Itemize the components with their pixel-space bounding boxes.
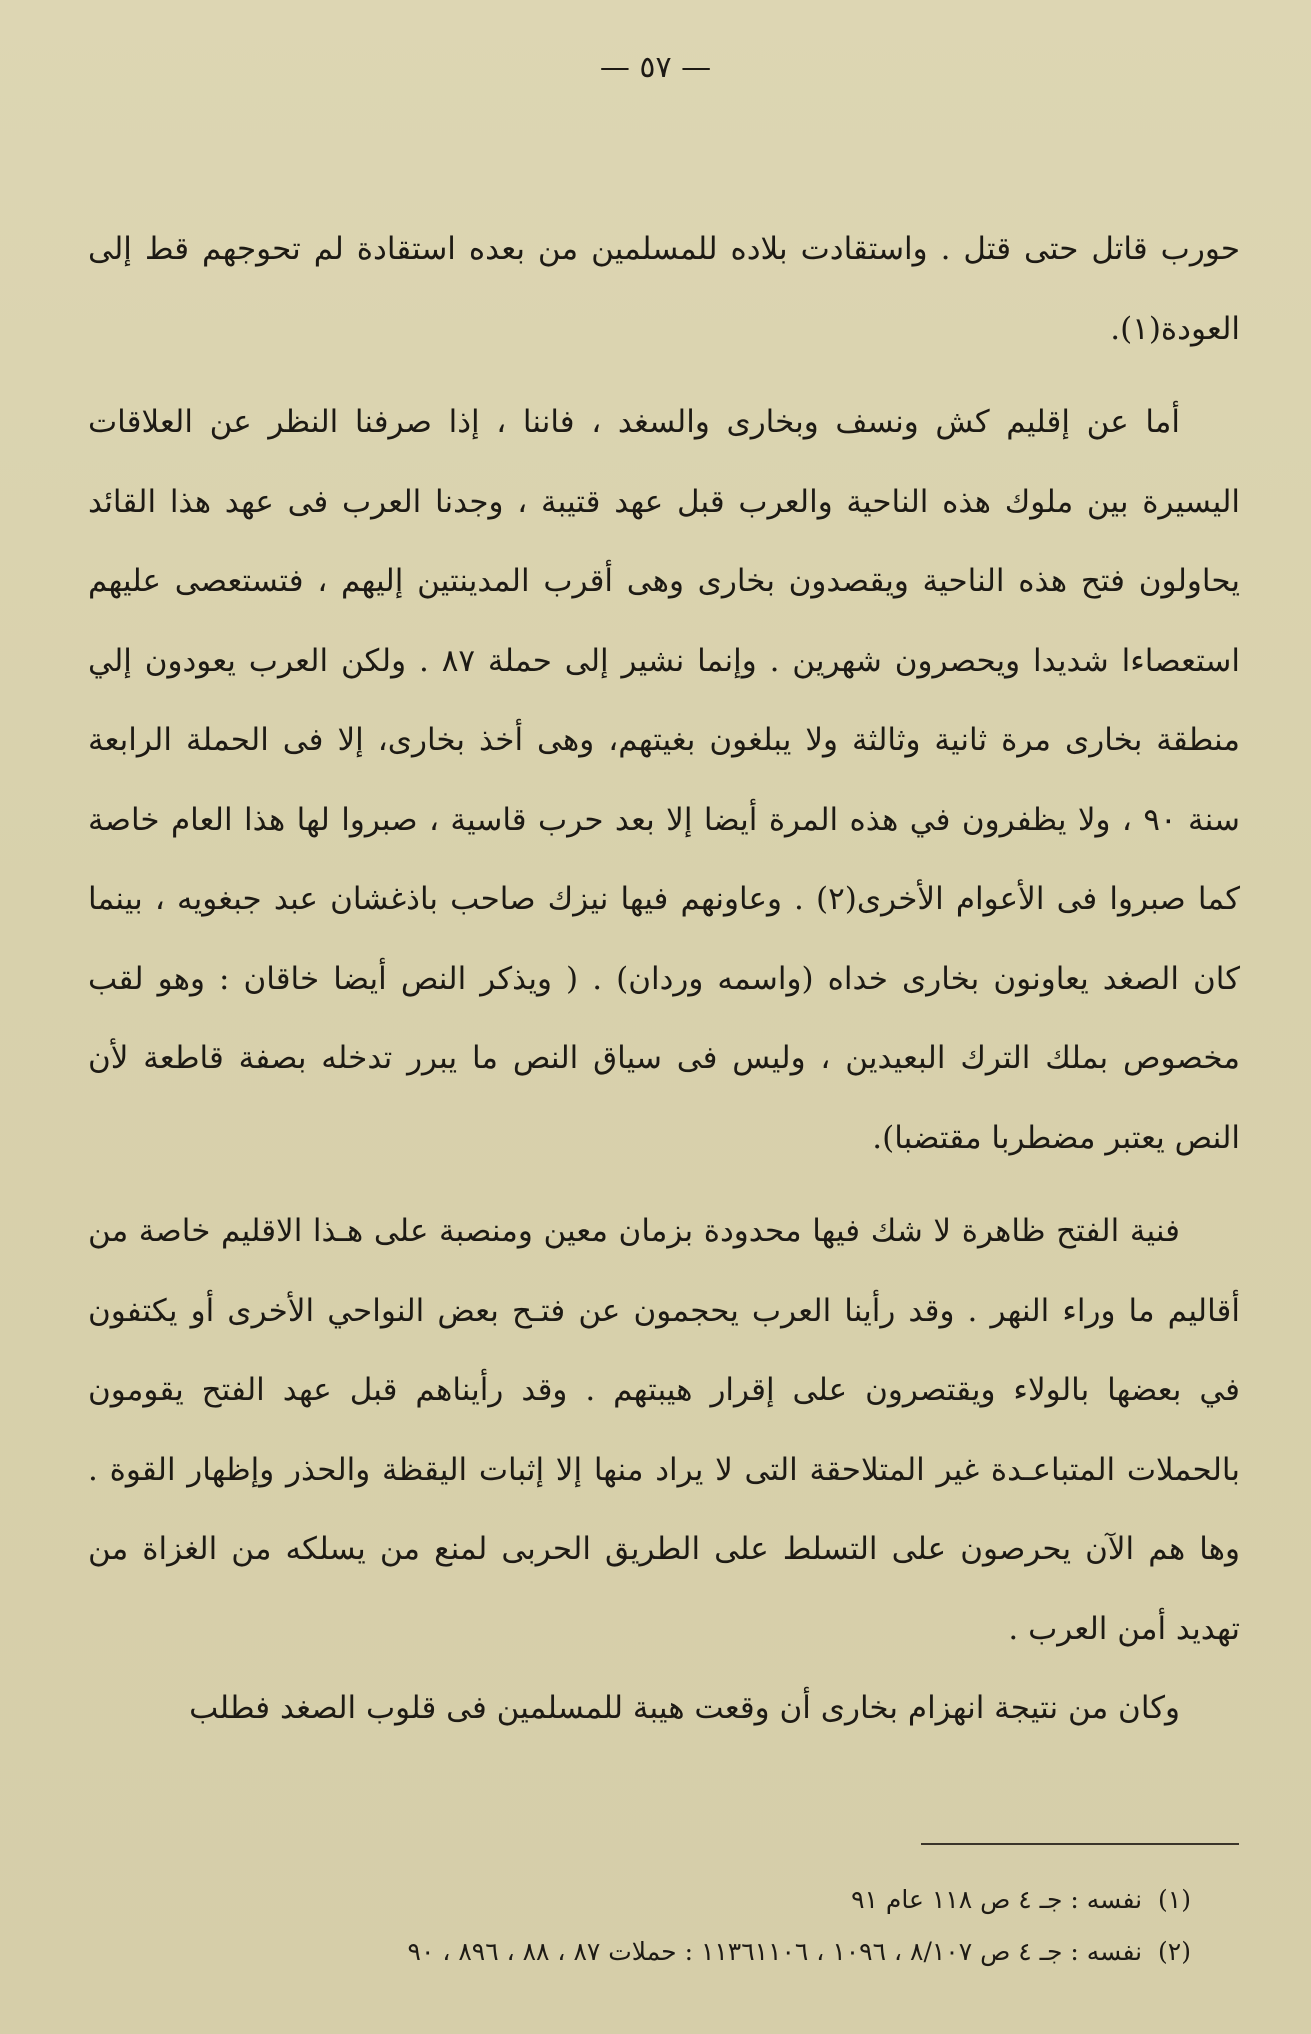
footnote-divider xyxy=(921,1843,1239,1845)
footnote-text: نفسه : جـ ٤ ص ١١٨ عام ٩١ xyxy=(851,1885,1143,1914)
footnote-2 xyxy=(141,1926,1191,1978)
paragraph-2: أما عن إقليم كش ونسف وبخارى والسغد ، فاننا ، إذا صرفنا النظر عن العلاقات اليسيرة بين ملوك هذه الناحية والعرب قبل عهد قتيبة ، وجدنا العرب فى عهد هذا القائد يحاولون فتح هذه الناحية ويقصدون بخارى وهى أقرب المدينتين إليهم ، فتستعصى عليهم استعصاءا شديدا ويحصرون شهرين . وإنما نشير إلى حملة ٨٧ . ولكن العرب يعودون إلي منطقة بخارى مرة ثانية وثالثة ولا يبلغون بغيتهم، وهى أخذ بخارى، إلا فى الحملة الرابعة سنة ٩٠ ، ولا يظفرون في هذه المرة أيضا إلا بعد حرب قاسية ، صبروا لها هذا العام خاصة كما صبروا فى الأعوام الأخرى(٢) . وعاونهم فيها نيزك صاحب باذغشان عبد جبغويه ، بينما كان الصغد يعاونون بخارى خداه (واسمه وردان) . ( ويذكر النص أيضا خاقان : وهو لقب مخصوص بملك الترك البعيدين ، وليس فى سياق النص ما يبرر تدخله بصفة قاطعة لأن النص يعتبر مضطربا مقتضبا). xyxy=(88,404,1241,1156)
footnotes xyxy=(141,1874,1191,1978)
paragraph-3: فنية الفتح ظاهرة لا شك فيها محدودة بزمان معين ومنصبة على هـذا الاقليم خاصة من أقاليم ما وراء النهر . وقد رأينا العرب يحجمون عن فتـح بعض النواحي الأخرى أو يكتفون في بعضها بالولاء ويقتصرون على إقرار هيبتهم . وقد رأيناهم قبل عهد الفتح يقومون بالحملات المتباعـدة غير المتلاحقة التى لا يراد منها إلا إثبات اليقظة والحذر وإظهار القوة . وها هم الآن يحرصون على التسلط على الطريق الحربى لمنع من يسلكه من الغزاة من تهديد أمن العرب . xyxy=(88,1213,1240,1647)
footnote-marker: (٢) xyxy=(1158,1937,1191,1966)
footnote-1 xyxy=(141,1874,1191,1926)
paragraph-1: حورب قاتل حتى قتل . واستقادت بلاده للمسلمين من بعده استقادة لم تحوجهم قط إلى العودة(١). xyxy=(88,231,1240,347)
page-number: — ٥٧ — xyxy=(599,50,712,85)
main-text xyxy=(88,210,1240,1749)
footnote-text: نفسه : جـ ٤ ص ٨/١٠٧ ، ١٠٩٦ ، ١١٣٦١١٠٦ : حملات ٨٧ ، ٨٨ ، ٨٩٦ ، ٩٠ xyxy=(407,1937,1143,1966)
paragraph-4: وكان من نتيجة انهزام بخارى أن وقعت هيبة للمسلمين فى قلوب الصغد فطلب xyxy=(189,1690,1180,1726)
footnote-marker: (١) xyxy=(1158,1885,1191,1914)
